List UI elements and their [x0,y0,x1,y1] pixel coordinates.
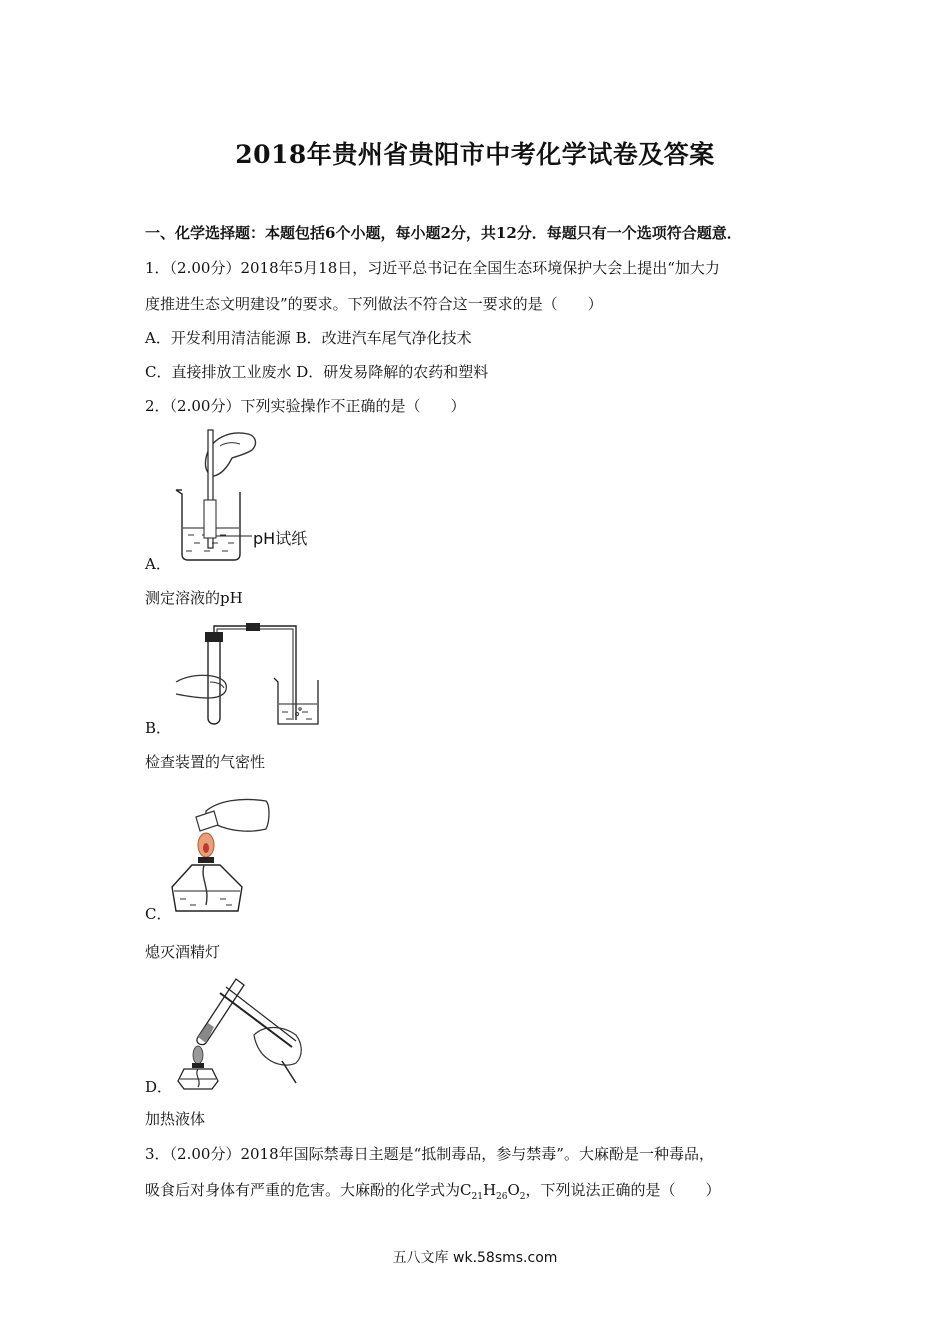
option-b-caption: 检查装置的气密性 [145,753,266,771]
option-d-label: D． [145,1078,173,1096]
page-title: 2018年贵州省贵阳市中考化学试卷及答案 [235,140,715,169]
question-1-options-ab: A．开发利用清洁能源 B．改进汽车尾气净化技术 [145,329,472,347]
question-1-stem-line-1: 1．（2.00分）2018年5月18日，习近平总书记在全国生态环境保护大会上提出“加大力 [145,259,720,277]
section-heading: 一、化学选择题：本题包括6个小题，每小题2分，共12分．每题只有一个选项符合题意． [145,224,742,242]
footer-watermark: 五八文库 wk.58sms.com [392,1250,558,1266]
question-2-stem: 2．（2.00分）下列实验操作不正确的是（ ） [145,397,466,415]
question-3-stem-line-2: 吸食后对身体有严重的危害。大麻酚的化学式为$C_{21}H_{26}O_2$，下列说法正确的是（ ） [145,1181,721,1202]
question-1-stem-line-2: 度推进生态文明建设”的要求。下列做法不符合这一要求的是（ ） [145,295,603,313]
question-3-stem-line-1: 3．（2.00分）2018年国际禁毒日主题是“抵制毒品，参与禁毒”。大麻酚是一种毒品， [145,1145,714,1163]
airtightness-figure [172,620,332,730]
option-a-caption: 测定溶液的pH [145,589,243,607]
option-a-label: A． [145,555,171,573]
option-b-label: B． [145,719,172,737]
alcohol-lamp-figure [170,795,280,920]
ph-paper-label: pH试纸 [253,529,308,548]
option-d-caption: 加热液体 [145,1110,206,1128]
option-c-caption: 熄灭酒精灯 [145,943,221,961]
heating-liquid-figure [172,975,317,1093]
question-1-options-cd: C．直接排放工业废水 D．研发易降解的农药和塑料 [145,363,489,381]
option-c-label: C． [145,905,172,923]
